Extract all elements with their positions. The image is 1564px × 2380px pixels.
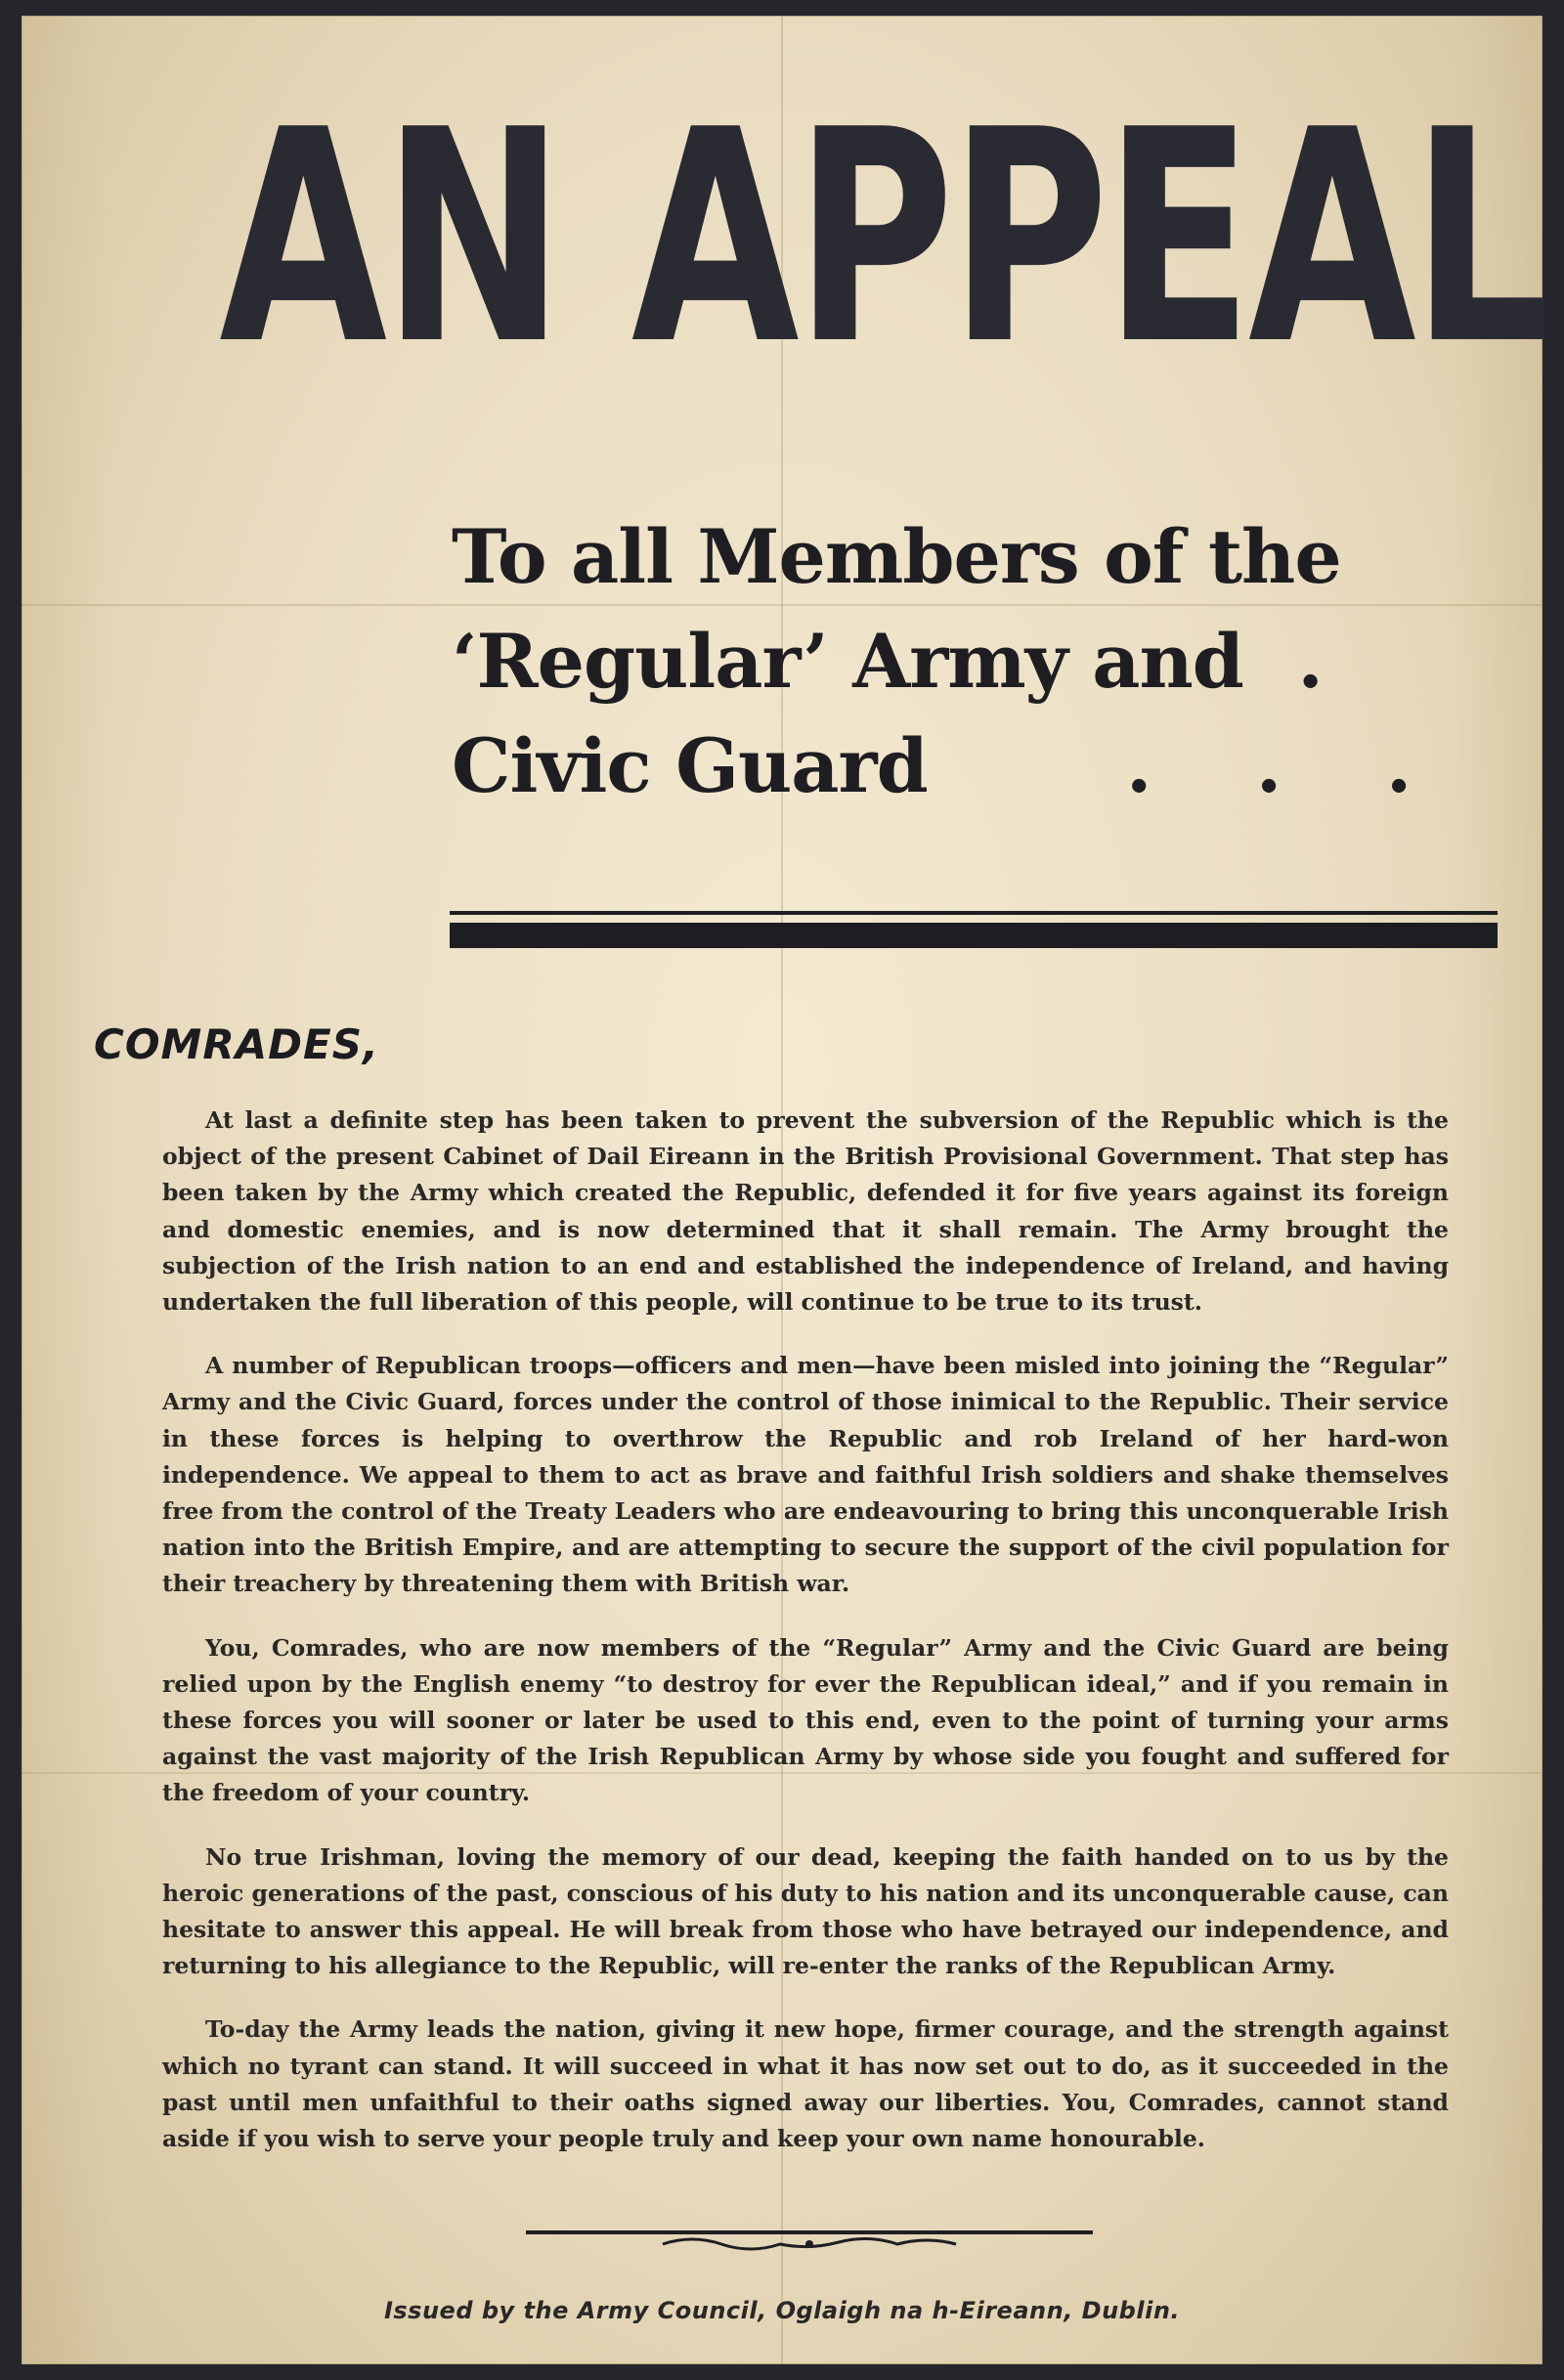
subhead-line-2 <box>452 609 1527 714</box>
subhead-trailing-dot: . <box>1297 618 1323 705</box>
subhead-line-3-text: Civic Guard <box>452 722 928 809</box>
subhead <box>452 504 1527 818</box>
subhead-line-2-text: ‘Regular’ Army and <box>452 618 1243 705</box>
salutation: COMRADES, <box>94 1020 379 1068</box>
body-text <box>162 1103 1449 2185</box>
subhead-trailing-dots: . . . <box>1126 722 1452 809</box>
paragraph-3: You, Comrades, who are now members of the “Regular” Army and the Civic Guard are being relied upon by the English enemy “to destroy for ever the Republican ideal,” and if you remain in these forces you will sooner or later be used to this end, even to the point of turning your arms against the vast majority of the Irish Republican Army by whose side you fought and suffered for the freedom of your country. <box>162 1633 1449 1807</box>
poster-sheet <box>22 16 1546 2364</box>
footer-imprint: Issued by the Army Council, Oglaigh na h-Eireann, Dublin. <box>383 2297 1181 2324</box>
paragraph-2: A number of Republican troops—officers and men—have been misled into joining the “Regular” Army and the Civic Guard, forces under the control of those inimical to the Republic. Their service in these forces is helping to overthrow the Republic and rob Ireland of her hard-won independence. We appeal to them to act as brave and faithful Irish soldiers and shake themselves free from the control of the Treaty Leaders who are endeavouring to bring this unconquerable Irish nation into the British Empire, and are attempting to secure the support of the civil population for their treachery by threatening them with British war. <box>162 1352 1449 1598</box>
ornamental-divider <box>526 2225 1093 2254</box>
headline: AN APPEAL <box>219 67 1546 409</box>
subhead-line-3 <box>452 714 1527 818</box>
subhead-line-1: To all Members of the <box>452 513 1341 600</box>
paragraph-4: No true Irishman, loving the memory of our dead, keeping the faith handed on to us by the heroic generations of the past, conscious of his duty to his nation and its unconquerable cause, can hesitate to answer this appeal. He will break from those who have betrayed our independence, and returning to his allegiance to the Republic, will re-enter the ranks of the Republican Army. <box>162 1842 1449 1980</box>
paragraph-1: At last a definite step has been taken to prevent the subversion of the Republic which is the object of the present Cabinet of Dail Eireann in the British Provisional Government. That step has been taken by the Army which created the Republic, defended it for five years against its foreign and domestic enemies, and is now determined that it shall remain. The Army brought the subjection of the Irish nation to an end and established the independence of Ireland, and having undertaken the full liberation of this people, will continue to be true to its trust. <box>162 1106 1449 1317</box>
paragraph-5: To-day the Army leads the nation, giving it new hope, firmer courage, and the strength against which no tyrant can stand. It will succeed in what it has now set out to do, as it succeeded in the past until men unfaithful to their oaths signed away our liberties. You, Comrades, cannot stand aside if you wish to serve your people truly and keep your own name honourable. <box>162 2015 1449 2153</box>
heavy-rule <box>450 911 1498 954</box>
